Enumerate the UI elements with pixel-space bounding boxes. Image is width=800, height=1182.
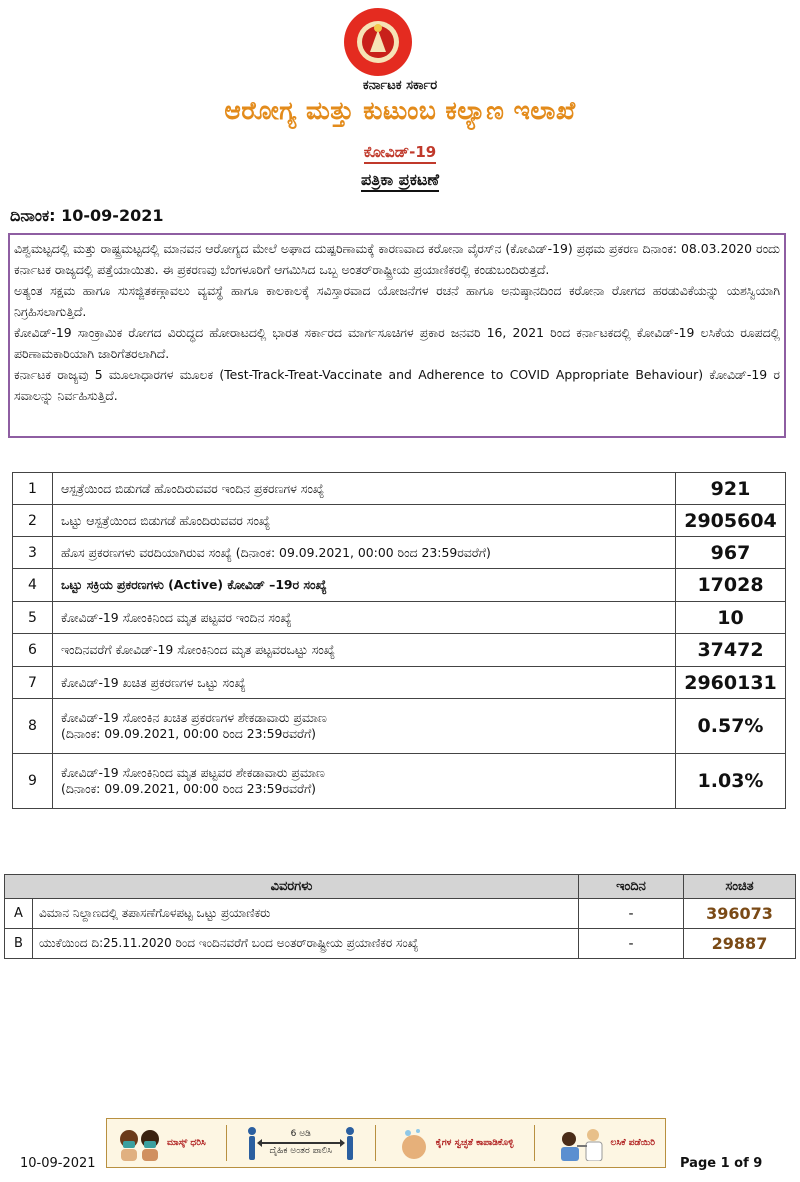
row-value: 37472 bbox=[676, 634, 786, 667]
row-description: ಒಟ್ಟು ಆಸ್ಪತ್ರೆಯಿಂದ ಬಿಡುಗಡೆ ಹೊಂದಿರುವವರ ಸಂಖ್ಯೆ bbox=[53, 505, 676, 537]
government-emblem-icon bbox=[332, 6, 424, 78]
mask-text: ಮಾಸ್ಕ್ ಧರಿಸಿ bbox=[167, 1137, 206, 1148]
intro-box bbox=[8, 233, 786, 438]
row-cumulative: 396073 bbox=[684, 899, 796, 929]
row-description: ಇಂದಿನವರೆಗೆ ಕೋವಿಡ್-19 ಸೋಂಕಿನಿಂದ ಮೃತ ಪಟ್ಟವರಒಟ್ಟು ಸಂಖ್ಯೆ bbox=[53, 634, 676, 667]
table-row bbox=[13, 473, 786, 505]
header-cumulative: ಸಂಚಿತ bbox=[684, 875, 796, 899]
row-value: 10 bbox=[676, 602, 786, 634]
hand-wash-icon bbox=[396, 1125, 432, 1161]
department-title: ಆರೋಗ್ಯ ಮತ್ತು ಕುಟುಂಬ ಕಲ್ಯಾಣ ಇಲಾಖೆ bbox=[224, 96, 576, 125]
row-number: 9 bbox=[13, 754, 53, 809]
person-icon bbox=[247, 1126, 257, 1160]
row-value: 921 bbox=[676, 473, 786, 505]
row-today: - bbox=[579, 929, 684, 959]
table-row bbox=[13, 505, 786, 537]
table-row bbox=[13, 634, 786, 667]
mask-segment bbox=[117, 1125, 206, 1161]
person-icon bbox=[345, 1126, 355, 1160]
row-description: ಕೋವಿಡ್-19 ಖಚಿತ ಪ್ರಕರಣಗಳ ಒಟ್ಟು ಸಂಖ್ಯೆ bbox=[53, 667, 676, 699]
row-cumulative: 29887 bbox=[684, 929, 796, 959]
row-description: ಆಸ್ಪತ್ರೆಯಿಂದ ಬಿಡುಗಡೆ ಹೊಂದಿರುವವರ ಇಂದಿನ ಪ್ರಕರಣಗಳ ಸಂಖ್ಯೆ bbox=[53, 473, 676, 505]
row-number: 8 bbox=[13, 699, 53, 754]
banner-divider bbox=[226, 1125, 227, 1161]
hands-text: ಕೈಗಳ ಸ್ವಚ್ಛತೆ ಕಾಪಾಡಿಕೊಳ್ಳಿ bbox=[435, 1137, 514, 1148]
row-description: ಒಟ್ಟು ಸಕ್ರಿಯ ಪ್ರಕರಣಗಳು (Active) ಕೋವಿಡ್ –19ರ ಸಂಖ್ಯೆ bbox=[53, 569, 676, 602]
table-row bbox=[5, 929, 796, 959]
table-row bbox=[13, 667, 786, 699]
table-row bbox=[13, 537, 786, 569]
vaccine-segment bbox=[555, 1125, 655, 1161]
table-row bbox=[5, 899, 796, 929]
row-description-line: ಕೋವಿಡ್-19 ಸೋಂಕಿನ ಖಚಿತ ಪ್ರಕರಣಗಳ ಶೇಕಡಾವಾರು ಪ್ರಮಾಣ bbox=[61, 710, 327, 725]
row-description: ಹೊಸ ಪ್ರಕರಣಗಳು ವರದಿಯಾಗಿರುವ ಸಂಖ್ಯೆ (ದಿನಾಂಕ: 09.09.2021, 00:00 ರಿಂದ 23:59ರವರೆಗೆ) bbox=[53, 537, 676, 569]
row-description-date: (ದಿನಾಂಕ: 09.09.2021, 00:00 ರಿಂದ 23:59ರವರೆಗೆ) bbox=[61, 781, 317, 796]
masked-faces-icon bbox=[117, 1125, 163, 1161]
intro-paragraph: ಕೋವಿಡ್-19 ಸಾಂಕ್ರಾಮಿಕ ರೋಗದ ವಿರುದ್ಧದ ಹೋರಾಟದಲ್ಲಿ ಭಾರತ ಸರ್ಕಾರದ ಮಾರ್ಗಸೂಚಿಗಳ ಪ್ರಕಾರ ಜನವರಿ 16, 2021 ರಿಂದ ಕರ್ನಾಟಕದಲ್ಲಿ ಕೋವಿಡ್-19 ಲಸಿಕೆಯ ರೂಪದಲ್ಲಿ ಪರಿಣಾಮಕಾರಿಯಾಗಿ ಜಾರಿಗೆತರಲಾಗಿದೆ. bbox=[14, 325, 780, 361]
table-row bbox=[13, 699, 786, 754]
row-description: ಯುಕೆಯಿಂದ ದಿ:25.11.2020 ರಿಂದ ಇಂದಿನವರೆಗೆ ಬಂದ ಅಂತರ್‌ರಾಷ್ಟ್ರೀಯ ಪ್ರಯಾಣಿಕರ ಸಂಖ್ಯೆ bbox=[33, 929, 579, 959]
row-value: 0.57% bbox=[676, 699, 786, 754]
banner-divider bbox=[534, 1125, 535, 1161]
row-number: 5 bbox=[13, 602, 53, 634]
page-number: Page 1 of 9 bbox=[680, 1156, 763, 1171]
government-label: ಕರ್ನಾಟಕ ಸರ್ಕಾರ bbox=[362, 78, 438, 93]
table-row bbox=[13, 602, 786, 634]
vaccination-icon bbox=[555, 1125, 607, 1161]
distance-arrow-icon bbox=[261, 1142, 341, 1144]
header-details: ವಿವರಗಳು bbox=[5, 875, 579, 899]
hands-segment bbox=[396, 1125, 514, 1161]
travel-table bbox=[4, 874, 796, 959]
row-letter: A bbox=[5, 899, 33, 929]
row-letter: B bbox=[5, 929, 33, 959]
row-number: 1 bbox=[13, 473, 53, 505]
row-description: ಕೋವಿಡ್-19 ಸೋಂಕಿನಿಂದ ಮೃತ ಪಟ್ಟವರ ಇಂದಿನ ಸಂಖ್ಯೆ bbox=[53, 602, 676, 634]
row-number: 3 bbox=[13, 537, 53, 569]
distance-info bbox=[261, 1129, 341, 1157]
banner-divider bbox=[375, 1125, 376, 1161]
distance-label: ದೈಹಿಕ ಅಂತರ ಪಾಲಿಸಿ bbox=[269, 1146, 333, 1156]
row-value: 967 bbox=[676, 537, 786, 569]
table-row bbox=[13, 569, 786, 602]
row-value: 17028 bbox=[676, 569, 786, 602]
release-date: ದಿನಾಂಕ: 10-09-2021 bbox=[10, 206, 164, 225]
intro-paragraph: ವಿಶ್ವಮಟ್ಟದಲ್ಲಿ ಮತ್ತು ರಾಷ್ಟ್ರಮಟ್ಟದಲ್ಲಿ ಮಾನವನ ಆರೋಗ್ಯದ ಮೇಲೆ ಅಘಾದ ದುಷ್ಪರಿಣಾಮಕ್ಕೆ ಕಾರಣವಾದ ಕರೋನಾ ವೈರಸ್‌ನ (ಕೋವಿಡ್-19) ಪ್ರಥಮ ಪ್ರಕರಣ ದಿನಾಂಕ: 08.03.2020 ರಂದು ಕರ್ನಾಟಕ ರಾಜ್ಯದಲ್ಲಿ ಪತ್ತೆಯಾಯಿತು. ಈ ಪ್ರಕರಣವು ಬೆಂಗಳೂರಿಗೆ ಆಗಮಿಸಿದ ಒಬ್ಬ ಅಂತರ್‌ರಾಷ್ಟ್ರೀಯ ಪ್ರಯಾಣಿಕರಲ್ಲಿ ಕಂಡುಬಂದಿರುತ್ತದೆ. bbox=[14, 241, 780, 277]
row-description-line: ಕೋವಿಡ್-19 ಸೋಂಕಿನಿಂದ ಮೃತ ಪಟ್ಟವರ ಶೇಕಡಾವಾರು ಪ್ರಮಾಣ bbox=[61, 765, 325, 780]
row-description bbox=[53, 699, 676, 754]
table-row bbox=[13, 754, 786, 809]
row-value: 2960131 bbox=[676, 667, 786, 699]
row-today: - bbox=[579, 899, 684, 929]
row-value: 2905604 bbox=[676, 505, 786, 537]
press-release-label: ಪತ್ರಿಕಾ ಪ್ರಕಟಣೆ bbox=[0, 170, 800, 190]
row-number: 7 bbox=[13, 667, 53, 699]
vaccine-text: ಲಸಿಕೆ ಪಡೆಯಿರಿ bbox=[610, 1137, 655, 1148]
intro-paragraph: ಕರ್ನಾಟಕ ರಾಜ್ಯವು 5 ಮೂಲಾಧಾರಗಳ ಮೂಲಕ (Test-Track-Treat-Vaccinate and Adherence to COVID Appropriate Behaviour) ಕೋವಿಡ್-19 ರ ಸವಾಲನ್ನು ನಿರ್ವಹಿಸುತ್ತಿದೆ. bbox=[14, 367, 780, 403]
stats-table bbox=[12, 472, 786, 809]
row-number: 2 bbox=[13, 505, 53, 537]
covid-label: ಕೋವಿಡ್-19 bbox=[0, 143, 800, 161]
covid-guidelines-banner bbox=[106, 1118, 666, 1168]
row-number: 4 bbox=[13, 569, 53, 602]
row-description: ವಿಮಾನ ನಿಲ್ದಾಣದಲ್ಲಿ ತಪಾಸಣೆಗೊಳಪಟ್ಟ ಒಟ್ಟು ಪ್ರಯಾಣಿಕರು bbox=[33, 899, 579, 929]
distance-value: 6 ಅಡಿ bbox=[290, 1129, 311, 1139]
header-today: ಇಂದಿನ bbox=[579, 875, 684, 899]
row-value: 1.03% bbox=[676, 754, 786, 809]
row-description-date: (ದಿನಾಂಕ: 09.09.2021, 00:00 ರಿಂದ 23:59ರವರೆಗೆ) bbox=[61, 726, 317, 741]
intro-paragraph: ಅತ್ಯಂತ ಸಕ್ಷಮ ಹಾಗೂ ಸುಸಜ್ಜಿತಕಣ್ಗಾವಲು ವ್ಯವಸ್ಥೆ ಹಾಗೂ ಕಾಲಕಾಲಕ್ಕೆ ಸವಿಸ್ತಾರವಾದ ಯೋಜನೆಗಳ ರಚನೆ ಹಾಗೂ ಅನುಷ್ಠಾನದಿಂದ ಕರೋನಾ ರೋಗದ ಹರಡುವಿಕೆಯನ್ನು ಯಶಸ್ವಿಯಾಗಿ ನಿಗ್ರಹಿಸಲಾಗುತ್ತಿದೆ. bbox=[14, 283, 780, 319]
distance-segment bbox=[247, 1126, 355, 1160]
travel-header-row bbox=[5, 875, 796, 899]
row-number: 6 bbox=[13, 634, 53, 667]
footer-date: 10-09-2021 bbox=[20, 1156, 96, 1171]
row-description bbox=[53, 754, 676, 809]
